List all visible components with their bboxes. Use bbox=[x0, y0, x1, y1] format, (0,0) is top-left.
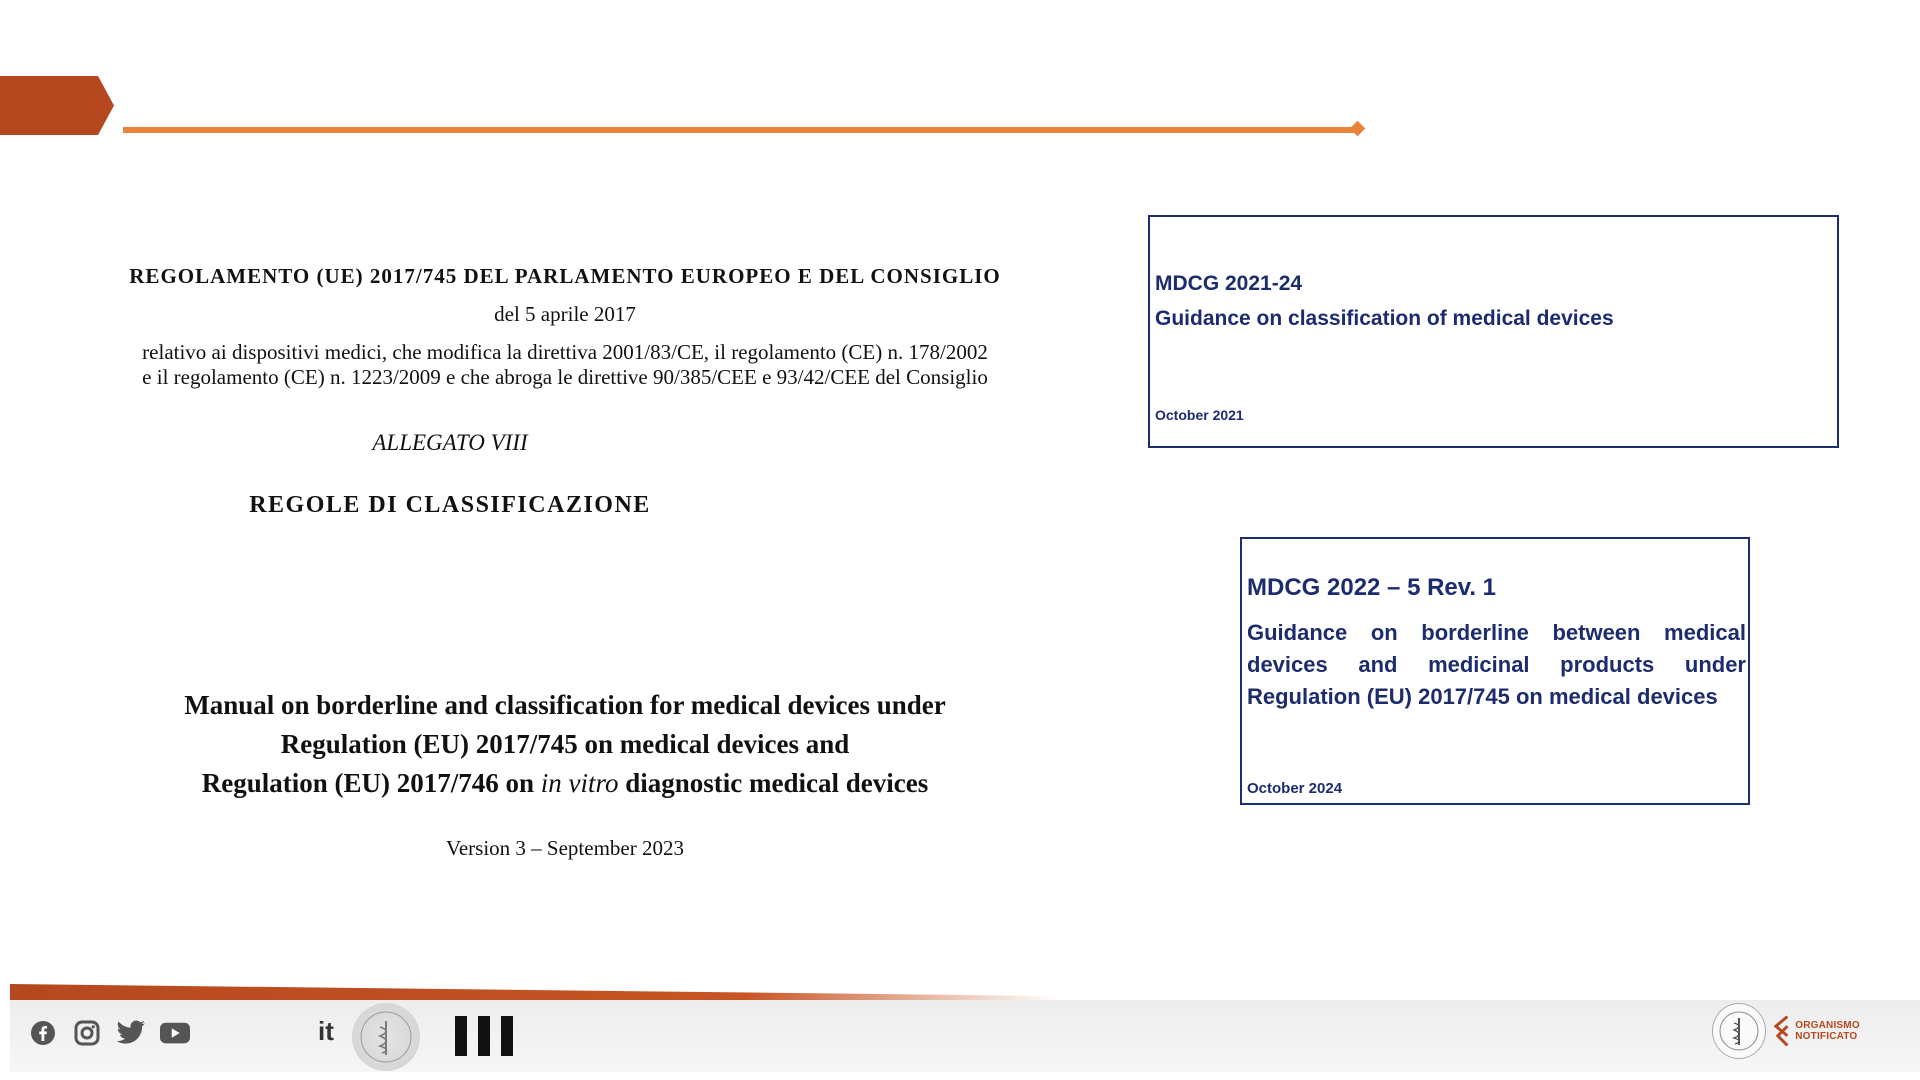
manual-title-line-3-italic: in vitro bbox=[540, 768, 619, 798]
manual-version: Version 3 – September 2023 bbox=[446, 836, 684, 860]
mdcg-2021-24-date: October 2021 bbox=[1155, 407, 1244, 423]
footer-bars-logo bbox=[455, 1016, 513, 1056]
mdcg-2022-5-card bbox=[1240, 537, 1750, 805]
manual-title-line-2: Regulation (EU) 2017/745 on medical devices and bbox=[280, 729, 850, 759]
mdcg-2021-24-title: Guidance on classification of medical devices bbox=[1155, 307, 1614, 330]
footer-bar-3 bbox=[501, 1016, 513, 1056]
social-links bbox=[28, 1018, 190, 1048]
header-divider-line bbox=[123, 127, 1355, 133]
mdcg-2022-5-date: October 2024 bbox=[1247, 780, 1343, 797]
regulation-rules-heading: REGOLE DI CLASSIFICAZIONE bbox=[249, 492, 651, 518]
youtube-icon[interactable] bbox=[160, 1018, 190, 1048]
manual-title-line-3 bbox=[60, 764, 1070, 803]
twitter-icon[interactable] bbox=[116, 1018, 146, 1048]
manual-title-line-3-prefix: Regulation (EU) 2017/746 on bbox=[201, 768, 535, 798]
instagram-icon[interactable] bbox=[72, 1018, 102, 1048]
brand-chevron-icon bbox=[1772, 1014, 1789, 1048]
regulation-description-line-1: relativo ai dispositivi medici, che modifica la direttiva 2001/83/CE, il regolamento (CE) n. 178/2002 bbox=[142, 340, 988, 364]
mdcg-2021-24-code: MDCG 2021-24 bbox=[1155, 272, 1303, 295]
facebook-icon[interactable] bbox=[28, 1018, 58, 1048]
manual-title-line-1: Manual on borderline and classification for medical devices under bbox=[184, 690, 946, 720]
regulation-annex: ALLEGATO VIII bbox=[372, 430, 528, 455]
iss-seal-icon bbox=[352, 1003, 420, 1071]
regulation-description-line-2: e il regolamento (CE) n. 1223/2009 e che abroga le direttive 90/385/CEE e 93/42/CEE del Consiglio bbox=[142, 365, 988, 389]
regulation-title: REGOLAMENTO (UE) 2017/745 DEL PARLAMENTO EUROPEO E DEL CONSIGLIO bbox=[129, 264, 1001, 288]
manual-title-line-3-suffix: diagnostic medical devices bbox=[625, 768, 929, 798]
regulation-date: del 5 aprile 2017 bbox=[494, 302, 636, 326]
manual-title bbox=[60, 686, 1070, 803]
header-divider-diamond bbox=[1350, 121, 1366, 137]
organismo-notificato-logo bbox=[1712, 1003, 1920, 1059]
mdcg-2021-24-card bbox=[1148, 215, 1839, 448]
footer-bar-2 bbox=[478, 1016, 490, 1056]
brand-seal-icon bbox=[1712, 1003, 1766, 1059]
footer-band bbox=[10, 1000, 1920, 1072]
footer-bar-1 bbox=[455, 1016, 467, 1056]
mdcg-2022-5-title: Guidance on borderline between medical devices and medicinal products under Regulation (EU) 2017/745 on medical devices bbox=[1247, 620, 1746, 709]
regulation-description bbox=[80, 340, 1050, 390]
footer-it-text: it bbox=[318, 1016, 334, 1046]
header-tab-shape bbox=[0, 76, 114, 135]
brand-text: ORGANISMO NOTIFICATO bbox=[1795, 1020, 1860, 1042]
mdcg-2022-5-code: MDCG 2022 – 5 Rev. 1 bbox=[1247, 574, 1497, 601]
